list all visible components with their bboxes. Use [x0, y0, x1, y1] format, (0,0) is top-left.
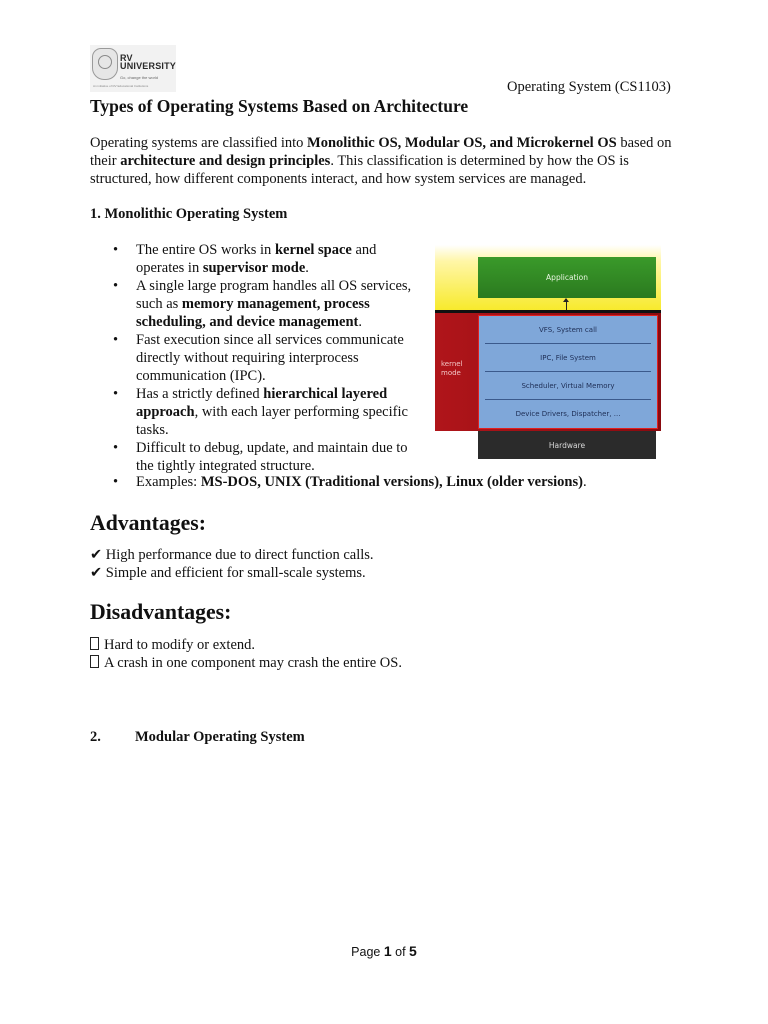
bullet-item — [113, 277, 423, 331]
kernel-layer: VFS, System call — [485, 316, 651, 344]
monolithic-kernel-diagram — [435, 245, 661, 461]
page-title: Types of Operating Systems Based on Architecture — [90, 96, 469, 116]
logo-footer: An initiative of RV Educational Institutions — [93, 84, 149, 88]
bullet-text: , with each layer performing specific tasks. — [136, 404, 408, 438]
bullet-text: and operates in — [136, 242, 377, 276]
bullet-bold: memory management, process scheduling, and device management — [136, 296, 370, 330]
missing-glyph-icon — [90, 655, 99, 668]
kernel-layer: Device Drivers, Dispatcher, ... — [515, 409, 621, 418]
bullet-text: Examples: — [136, 474, 201, 490]
university-seal-icon — [92, 48, 118, 80]
logo-text: RV UNIVERSITY — [120, 53, 176, 71]
bullet-text: . — [582, 474, 587, 490]
intro-text: . This classification is determined by how the OS is structured, how different components interact, and how system services are managed. — [90, 153, 629, 187]
course-header: Operating System (CS1103) — [507, 79, 671, 95]
footer-prefix: Page — [351, 945, 384, 959]
bullet-bold: kernel space — [274, 242, 352, 258]
monolithic-bullet-list — [113, 241, 423, 475]
page-footer — [0, 943, 768, 959]
kernel-mode-area — [435, 313, 661, 431]
advantage-item: ✔ Simple and efficient for small-scale systems. — [90, 565, 366, 581]
advantage-item: ✔ High performance due to direct function calls. — [90, 547, 374, 563]
disadvantage-text: Hard to modify or extend. — [104, 637, 256, 653]
missing-glyph-icon — [90, 637, 99, 650]
bullet-item-examples — [113, 473, 587, 491]
disadvantages-list — [90, 636, 402, 672]
intro-bold-principles: architecture and design principles — [120, 153, 331, 169]
bullet-item — [113, 385, 423, 439]
bullet-text: The entire OS works in — [136, 242, 275, 258]
kernel-mode-label: kernel mode — [441, 360, 463, 377]
disadvantages-heading: Disadvantages: — [90, 600, 232, 624]
bullet-item — [113, 439, 423, 475]
application-block: Application — [478, 257, 656, 298]
bullet-bold: supervisor mode — [202, 260, 306, 276]
bullet-text: . — [305, 260, 309, 276]
footer-total-pages: 5 — [409, 943, 417, 959]
bullet-text: Difficult to debug, update, and maintain due to the tightly integrated structure. — [136, 440, 408, 474]
disadvantage-text: A crash in one component may crash the entire OS. — [104, 655, 402, 671]
disadvantage-item — [90, 636, 402, 654]
intro-text: based on their — [90, 135, 672, 169]
advantages-list — [90, 546, 374, 582]
logo-tagline: Go, change the world — [120, 75, 159, 80]
bullet-item — [113, 331, 423, 385]
bullet-text: . — [358, 314, 362, 330]
bullet-text: A single large program handles all OS services, such as — [136, 278, 412, 312]
bullet-text: Fast execution since all services communicate directly without requiring interprocess communication (IPC). — [136, 332, 404, 384]
kernel-layer: Scheduler, Virtual Memory — [485, 372, 651, 400]
bullet-text: Has a strictly defined — [136, 386, 264, 402]
hardware-block: Hardware — [478, 431, 656, 459]
section-heading-monolithic: 1. Monolithic Operating System — [90, 206, 288, 222]
kernel-layer-stack — [478, 315, 658, 429]
footer-current-page: 1 — [383, 943, 392, 959]
bullet-bold: hierarchical layered approach — [136, 386, 388, 420]
intro-bold-os-types: Monolithic OS, Modular OS, and Microkernel OS — [307, 135, 617, 151]
intro-text: Operating systems are classified into — [90, 135, 308, 151]
university-logo — [90, 45, 176, 92]
advantages-heading: Advantages: — [90, 511, 207, 535]
section-number-modular: 2. — [90, 729, 101, 745]
footer-of: of — [391, 945, 410, 959]
bullet-item — [113, 241, 423, 277]
section-heading-modular: Modular Operating System — [135, 729, 305, 745]
disadvantage-item — [90, 654, 402, 672]
intro-paragraph — [90, 134, 690, 188]
kernel-layer: IPC, File System — [485, 344, 651, 372]
bullet-bold: MS-DOS, UNIX (Traditional versions), Linux (older versions) — [200, 474, 583, 490]
